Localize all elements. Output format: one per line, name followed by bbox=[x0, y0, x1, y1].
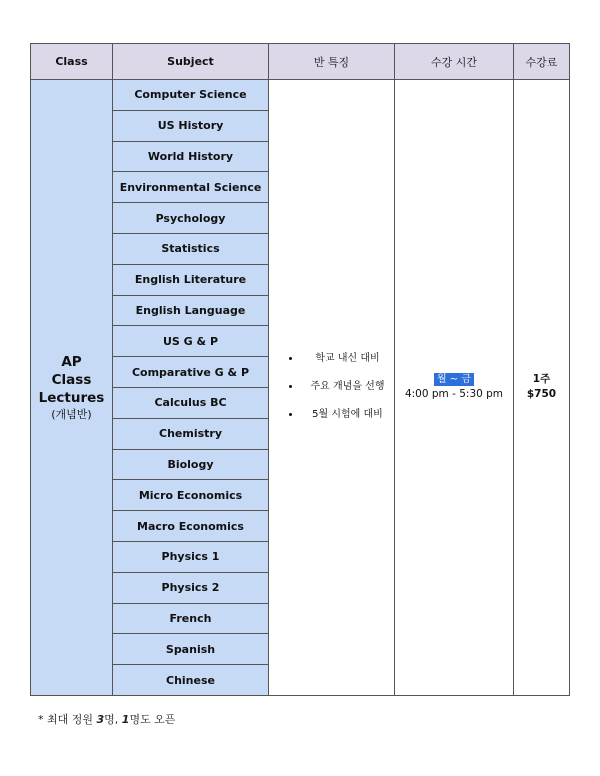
footnote bbox=[38, 711, 175, 727]
header-time: 수강 시간 bbox=[395, 44, 514, 80]
fee-cell bbox=[514, 80, 570, 696]
subject-cell: English Language bbox=[113, 295, 269, 326]
subject-cell: Physics 2 bbox=[113, 572, 269, 603]
subject-cell: Comparative G & P bbox=[113, 357, 269, 388]
class-name-cell bbox=[31, 80, 113, 696]
subject-cell: Spanish bbox=[113, 634, 269, 665]
subject-cell: Micro Economics bbox=[113, 480, 269, 511]
footnote-min-number: 1 bbox=[121, 713, 130, 726]
subject-cell: Psychology bbox=[113, 203, 269, 234]
features-cell bbox=[269, 80, 395, 696]
subject-cell: Macro Economics bbox=[113, 511, 269, 542]
feature-item: • 학교 내신 대비 bbox=[301, 353, 394, 365]
footnote-prefix: * 최대 정원 bbox=[38, 713, 97, 726]
header-fee: 수강료 bbox=[514, 44, 570, 80]
subject-cell: World History bbox=[113, 141, 269, 172]
feature-item: • 5월 시험에 대비 bbox=[301, 409, 394, 421]
fee-price: $750 bbox=[526, 388, 557, 401]
subject-cell: US G & P bbox=[113, 326, 269, 357]
footnote-middle: 명, bbox=[104, 713, 122, 726]
features-list bbox=[269, 353, 394, 421]
class-name-line: Class bbox=[51, 371, 92, 388]
subject-cell: Environmental Science bbox=[113, 172, 269, 203]
schedule-table bbox=[30, 43, 570, 696]
class-name-line: Lectures bbox=[38, 389, 105, 406]
class-subtitle: (개념반) bbox=[51, 407, 92, 421]
fee-period: 1주 bbox=[532, 373, 551, 386]
subject-cell: Chemistry bbox=[113, 418, 269, 449]
footnote-max-number: 3 bbox=[96, 713, 105, 726]
table-row bbox=[31, 80, 570, 111]
feature-item: • 주요 개념을 선행 bbox=[301, 381, 394, 393]
days-label: 월 ~ 금 bbox=[434, 373, 474, 386]
header-features: 반 특징 bbox=[269, 44, 395, 80]
class-name-line: AP bbox=[61, 353, 82, 370]
header-subject: Subject bbox=[113, 44, 269, 80]
subject-cell: French bbox=[113, 603, 269, 634]
time-cell bbox=[395, 80, 514, 696]
subject-cell: Statistics bbox=[113, 233, 269, 264]
subject-cell: English Literature bbox=[113, 264, 269, 295]
subject-cell: Biology bbox=[113, 449, 269, 480]
subject-cell: Chinese bbox=[113, 665, 269, 696]
subject-cell: Computer Science bbox=[113, 80, 269, 111]
header-class: Class bbox=[31, 44, 113, 80]
footnote-suffix: 명도 오픈 bbox=[129, 713, 176, 726]
subject-cell: Calculus BC bbox=[113, 387, 269, 418]
header-row bbox=[31, 44, 570, 80]
subject-cell: Physics 1 bbox=[113, 541, 269, 572]
subject-cell: US History bbox=[113, 110, 269, 141]
hours-label: 4:00 pm - 5:30 pm bbox=[404, 388, 504, 401]
